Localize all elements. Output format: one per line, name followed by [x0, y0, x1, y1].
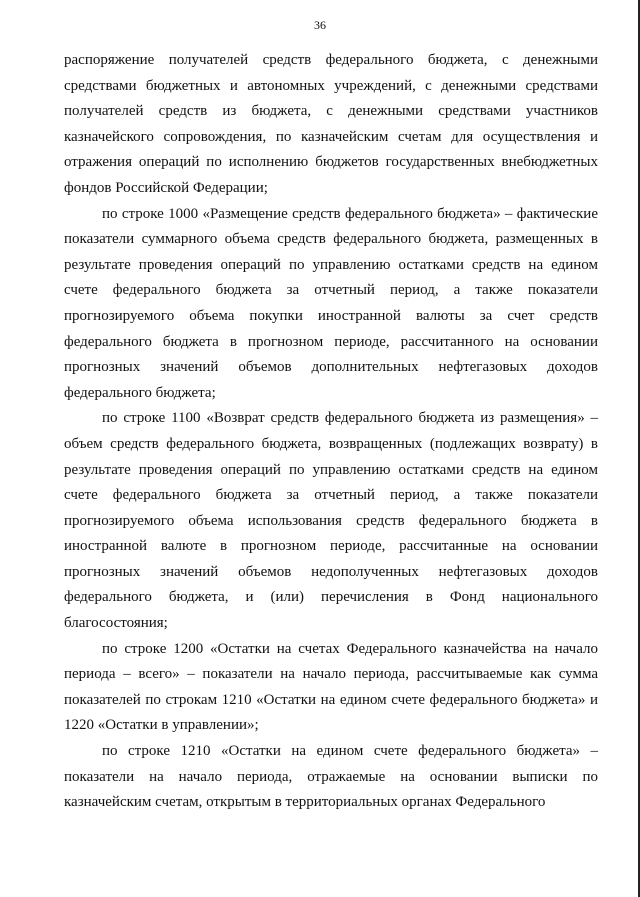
paragraph-line-1100: по строке 1100 «Возврат средств федерального бюджета из размещения» – объем средств федерального бюджета, возвращенных (подлежащих возврату) в результате проведения операций по управлению остатками средств на едином счете федерального бюджета за отчетный период, а также показатели прогнозируемого объема использования средств федерального бюджета в иностранной валюте в прогнозном периоде, рассчитанные на основании прогнозных значений объемов недополученных нефтегазовых доходов федерального бюджета, и (или) перечисления в Фонд национального благосостояния; [64, 410, 598, 632]
page-number: 36 [314, 18, 326, 32]
document-body [64, 48, 598, 816]
paragraph-line-1200: по строке 1200 «Остатки на счетах Федерального казначейства на начало периода – всего» – показатели на начало периода, рассчитываемые как сумма показателей по строкам 1210 «Остатки на едином счете федерального бюджета» и 1220 «Остатки в управлении»; [64, 640, 598, 734]
paragraph-continuation: распоряжение получателей средств федерального бюджета, с денежными средствами бюджетных и автономных учреждений, с денежными средствами получателей средств из бюджета, с денежными средствами участников казначейского сопровождения, по казначейским счетам для осуществления и отражения операций по исполнению бюджетов государственных внебюджетных фондов Российской Федерации; [64, 52, 598, 196]
paragraph-line-1000: по строке 1000 «Размещение средств федерального бюджета» – фактические показатели суммарного объема средств федерального бюджета, размещенных в результате проведения операций по управлению остатками средств на едином счете федерального бюджета за отчетный период, а также показатели прогнозируемого объема покупки иностранной валюты за счет средств федерального бюджета в прогнозном периоде, рассчитанного на основании прогнозных значений объемов дополнительных нефтегазовых доходов федерального бюджета; [64, 205, 598, 401]
paragraph-line-1210: по строке 1210 «Остатки на едином счете федерального бюджета» – показатели на начало периода, отражаемые на основании выписки по казначейским счетам, открытым в территориальных органах Федерального [64, 743, 598, 811]
